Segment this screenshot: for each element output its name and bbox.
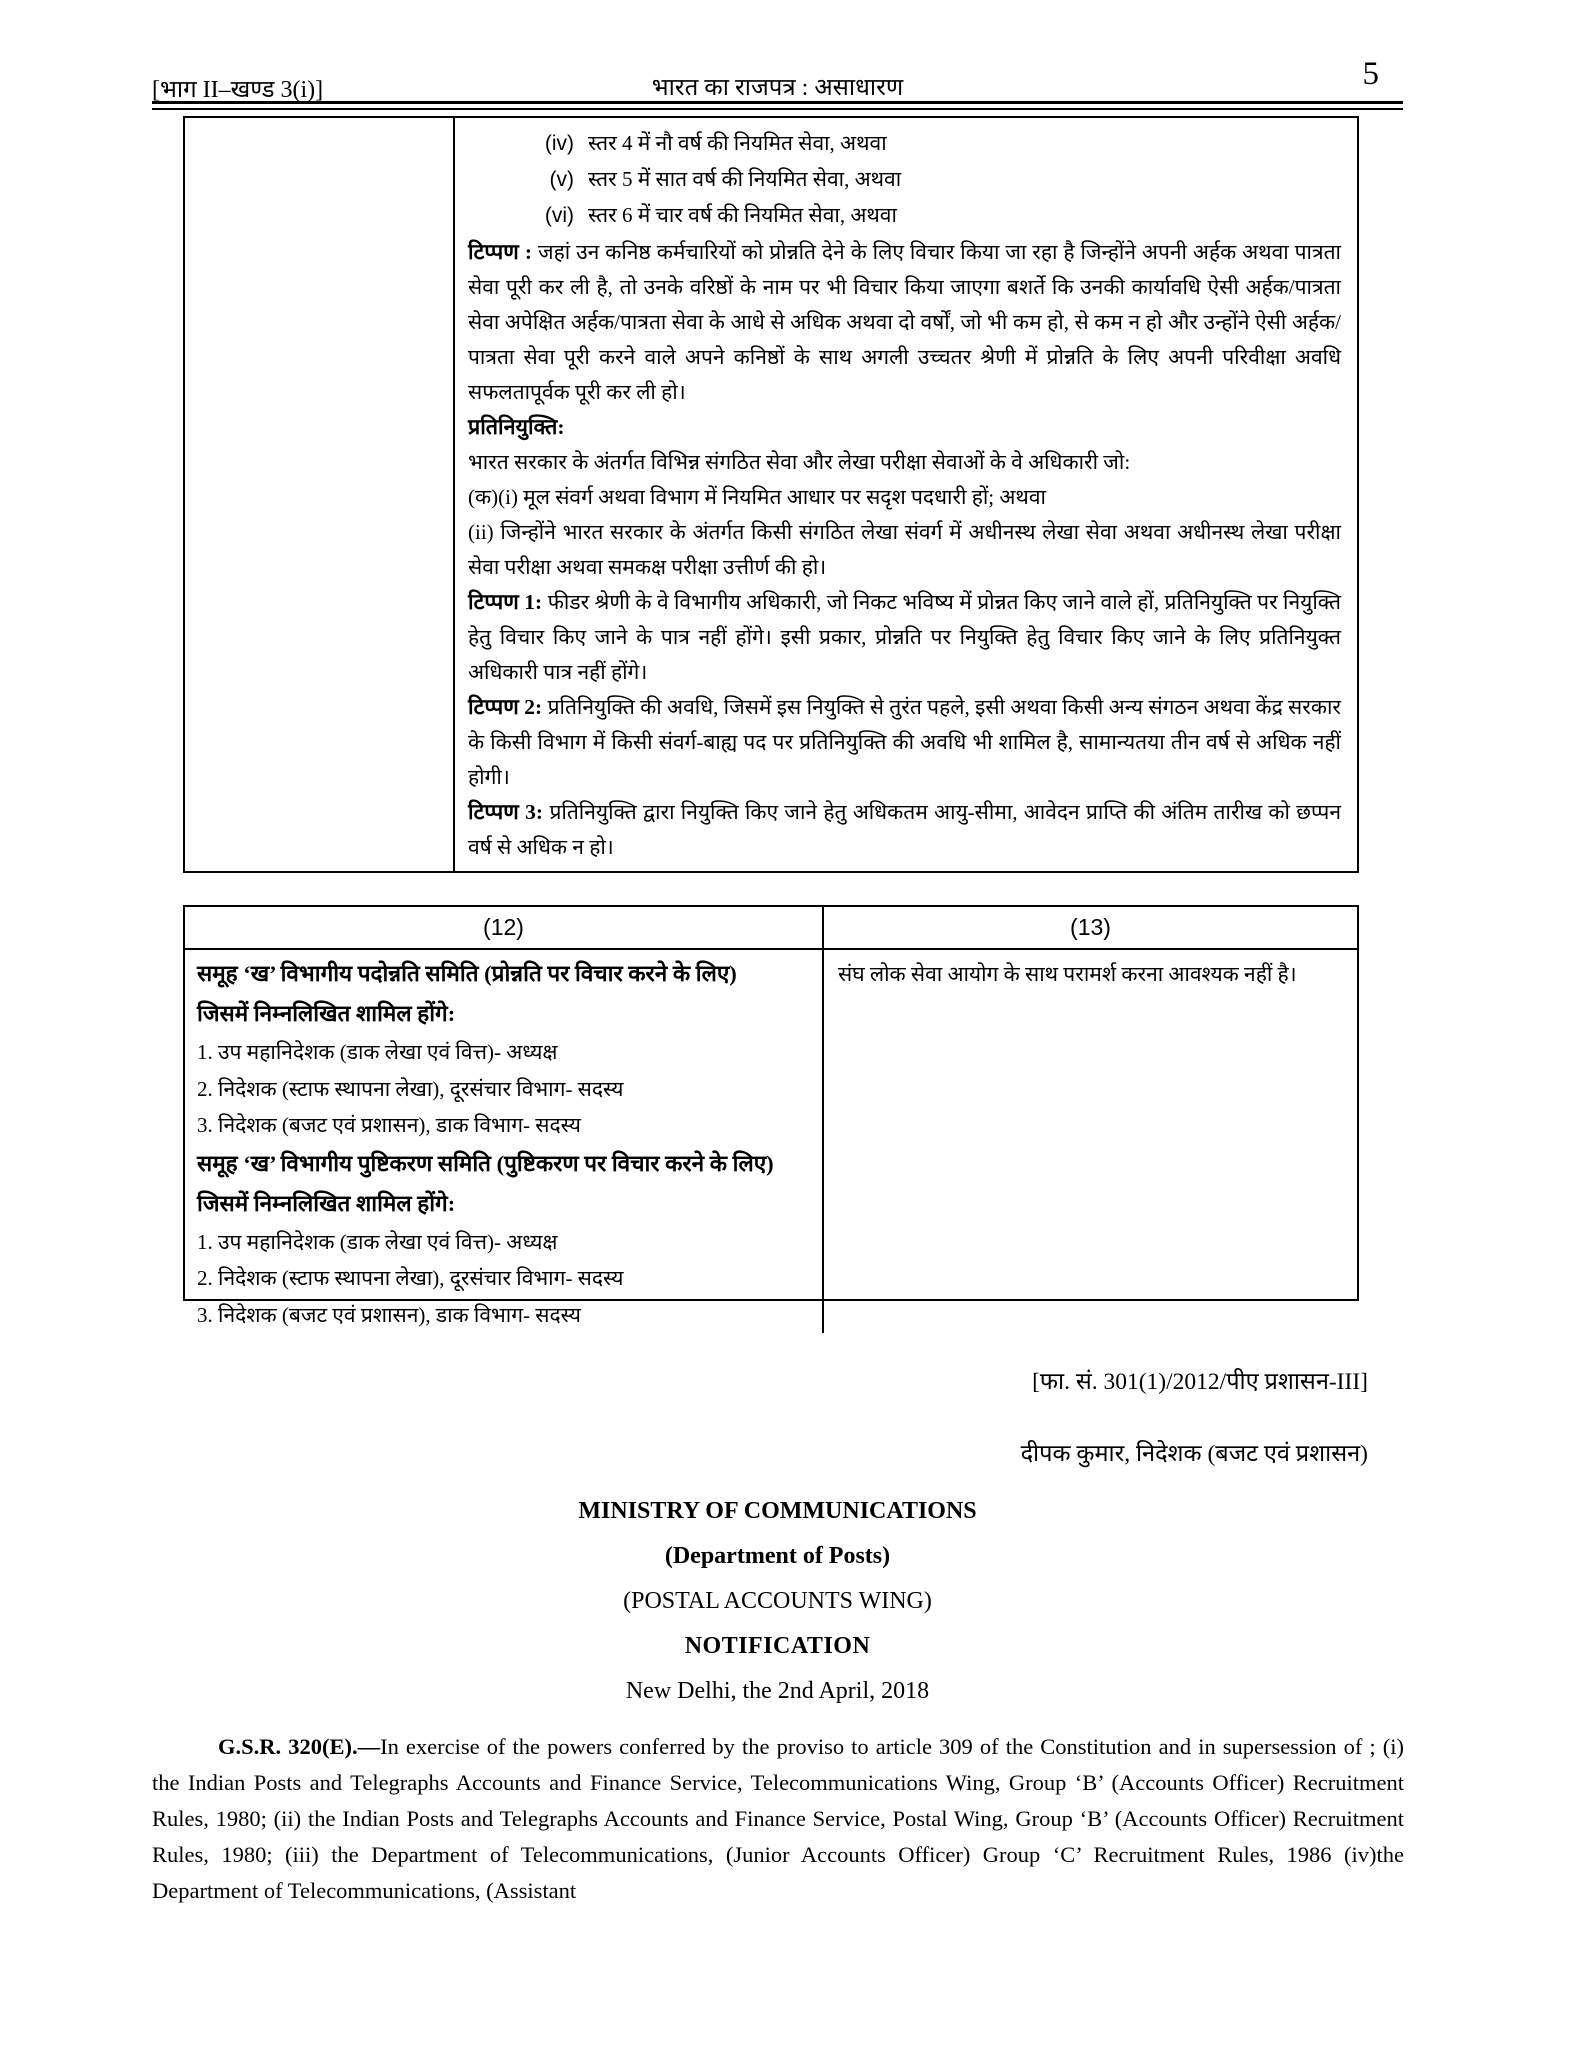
header-gazette-title: भारत का राजपत्र : असाधारण bbox=[651, 75, 904, 101]
list-item bbox=[520, 126, 1341, 161]
committee-heading: समूह ‘ख’ विभागीय पुष्टिकरण समिति (पुष्टिकरण पर विचार करने के लिए) bbox=[197, 1150, 774, 1176]
column-header-12: (12) bbox=[185, 907, 824, 948]
list-item-marker: (v) bbox=[549, 168, 574, 191]
committee-member: 2. निदेशक (स्टाफ स्थापना लेखा), दूरसंचार विभाग- सदस्य bbox=[197, 1266, 624, 1290]
paragraph-text: (क)(i) मूल संवर्ग अथवा विभाग में नियमित आधार पर सदृश पदधारी हों; अथवा bbox=[468, 485, 1046, 509]
gsr-paragraph bbox=[152, 1729, 1404, 1909]
notification-title: NOTIFICATION bbox=[684, 1633, 871, 1659]
note-paragraph bbox=[468, 235, 1341, 410]
paragraph-text: भारत सरकार के अंतर्गत विभिन्न संगठित सेवा और लेखा परीक्षा सेवाओं के वे अधिकारी जो: bbox=[468, 450, 1131, 474]
note1-paragraph bbox=[468, 585, 1341, 690]
ministry-title: MINISTRY OF COMMUNICATIONS bbox=[578, 1498, 977, 1524]
page-number: 5 bbox=[1362, 56, 1379, 92]
committee-member: 3. निदेशक (बजट एवं प्रशासन), डाक विभाग- सदस्य bbox=[197, 1302, 581, 1327]
upsc-consultation-cell bbox=[824, 950, 1357, 1333]
deputation-clause-a bbox=[468, 480, 1341, 515]
department-title: (Department of Posts) bbox=[664, 1543, 891, 1569]
committee-member: 1. उप महानिदेशक (डाक लेखा एवं वित्त)- अध्यक्ष bbox=[197, 1040, 558, 1064]
note-label: टिप्पण : bbox=[468, 240, 539, 264]
committee-table bbox=[183, 905, 1359, 1327]
committee-table-header-row bbox=[185, 907, 1357, 950]
list-item-marker: (vi) bbox=[544, 204, 574, 227]
committee-member: 2. निदेशक (स्टाफ स्थापना लेखा), दूरसंचार विभाग- सदस्य bbox=[197, 1076, 624, 1101]
signatory-name: दीपक कुमार, निदेशक (बजट एवं प्रशासन) bbox=[1020, 1441, 1368, 1467]
english-heading-block bbox=[152, 1489, 1403, 1714]
place-and-date: New Delhi, the 2nd April, 2018 bbox=[625, 1678, 930, 1704]
list-item-text: स्तर 5 में सात वर्ष की नियमित सेवा, अथवा bbox=[588, 167, 902, 191]
note1-label: टिप्पण 1: bbox=[468, 590, 548, 614]
list-item-text: स्तर 4 में नौ वर्ष की नियमित सेवा, अथवा bbox=[588, 131, 887, 155]
deputation-label: प्रतिनियुक्ति: bbox=[468, 415, 565, 439]
dpc-committee-cell bbox=[185, 950, 824, 1333]
upsc-consultation-text: संघ लोक सेवा आयोग के साथ परामर्श करना आवश्यक नहीं है। bbox=[838, 962, 1297, 986]
header-double-rule bbox=[152, 101, 1403, 110]
rules-table-empty-cell bbox=[185, 118, 455, 871]
column-header-13: (13) bbox=[1070, 914, 1111, 940]
committee-subheading: जिसमें निम्नलिखित शामिल होंगे: bbox=[197, 1001, 456, 1026]
committee-member: 1. उप महानिदेशक (डाक लेखा एवं वित्त)- अध्यक्ष bbox=[197, 1229, 558, 1254]
gsr-number: G.S.R. 320(E).— bbox=[218, 1734, 381, 1759]
deputation-heading bbox=[468, 410, 1341, 445]
file-number: [फा. सं. 301(1)/2012/पीए प्रशासन-III] bbox=[1032, 1369, 1368, 1395]
service-level-list bbox=[520, 126, 1341, 233]
rules-continuation-table bbox=[183, 116, 1359, 873]
list-item bbox=[520, 198, 1341, 233]
note2-paragraph bbox=[468, 690, 1341, 795]
deputation-clause-ii bbox=[468, 515, 1341, 585]
committee-heading: समूह ‘ख’ विभागीय पदोन्नति समिति (प्रोन्नति पर विचार करने के लिए) bbox=[197, 961, 737, 986]
committee-member: 3. निदेशक (बजट एवं प्रशासन), डाक विभाग- सदस्य bbox=[197, 1113, 581, 1137]
gsr-text: In exercise of the powers conferred by the proviso to article 309 of the Constitution and in supersession of ; (i) the Indian Posts and Telegraphs Accounts and Finance Service, Telecommunications Wing, Group ‘B’ (Accounts Officer) Recruitment Rules, 1980; (ii) the Indian Posts and Telegraphs Accounts and Finance Service, Postal Wing, Group ‘B’ (Accounts Officer) Recruitment Rules, 1980; (iii) the Department of Telecommunications, (Junior Accounts Officer) Group ‘C’ Recruitment Rules, 1986 (iv)the Department of Telecommunications, (Assistant bbox=[152, 1734, 1404, 1903]
list-item-text: स्तर 6 में चार वर्ष की नियमित सेवा, अथवा bbox=[588, 203, 897, 227]
rules-table-content-cell bbox=[455, 118, 1357, 871]
note3-paragraph bbox=[468, 795, 1341, 865]
wing-title: (POSTAL ACCOUNTS WING) bbox=[623, 1588, 932, 1614]
deputation-intro bbox=[468, 445, 1341, 480]
committee-subheading: जिसमें निम्नलिखित शामिल होंगे: bbox=[197, 1190, 456, 1216]
note2-label: टिप्पण 2: bbox=[468, 695, 548, 719]
page-header bbox=[152, 56, 1403, 104]
committee-table-body-row bbox=[185, 950, 1357, 1333]
note3-label: टिप्पण 3: bbox=[468, 800, 550, 824]
note-text: जहां उन कनिष्ठ कर्मचारियों को प्रोन्नति देने के लिए विचार किया जा रहा है जिन्होंने अपनी अर्हक अथवा पात्रता सेवा पूरी कर ली है, तो उनके वरिष्ठों के नाम पर भी विचार किया जाएगा बशर्ते कि उनकी कार्यावधि ऐसी अर्हक/पात्रता सेवा अपेक्षित अर्हक/पात्रता सेवा के आधे से अधिक अथवा दो वर्षों, जो भी कम हो, से कम न हो और उन्होंने ऐसी अर्हक/पात्रता सेवा पूरी करने वाले अपने कनिष्ठों के साथ अगली उच्चतर श्रेणी में प्रोन्नति के लिए अपनी परिवीक्षा अवधि सफलतापूर्वक पूरी कर ली हो। bbox=[468, 240, 1341, 404]
note2-text: प्रतिनियुक्ति की अवधि, जिसमें इस नियुक्ति से तुरंत पहले, इसी अथवा किसी अन्य संगठन अथवा केंद्र सरकार के किसी विभाग में किसी संवर्ग-बाह्य पद पर प्रतिनियुक्ति की अवधि भी शामिल है, सामान्यतया तीन वर्ष से अधिक नहीं होगी। bbox=[468, 695, 1341, 789]
list-item bbox=[520, 162, 1341, 197]
paragraph-text: (ii) जिन्होंने भारत सरकार के अंतर्गत किसी संगठित लेखा संवर्ग में अधीनस्थ लेखा सेवा अथवा अधीनस्थ लेखा परीक्षा सेवा परीक्षा अथवा समकक्ष परीक्षा उत्तीर्ण की हो। bbox=[468, 520, 1341, 579]
note3-text: प्रतिनियुक्ति द्वारा नियुक्ति किए जाने हेतु अधिकतम आयु-सीमा, आवेदन प्राप्ति की अंतिम तारीख को छप्पन वर्ष से अधिक न हो। bbox=[468, 800, 1341, 859]
note1-text: फीडर श्रेणी के वे विभागीय अधिकारी, जो निकट भविष्य में प्रोन्नत किए जाने वाले हों, प्रतिनियुक्ति पर नियुक्ति हेतु विचार किए जाने के पात्र नहीं होंगे। इसी प्रकार, प्रोन्नति पर नियुक्ति हेतु विचार किए जाने के लिए प्रतिनियुक्त अधिकारी पात्र नहीं होंगे। bbox=[468, 590, 1341, 684]
header-part-section: [भाग II–खण्ड 3(i)] bbox=[152, 77, 324, 103]
list-item-marker: (iv) bbox=[544, 132, 574, 155]
